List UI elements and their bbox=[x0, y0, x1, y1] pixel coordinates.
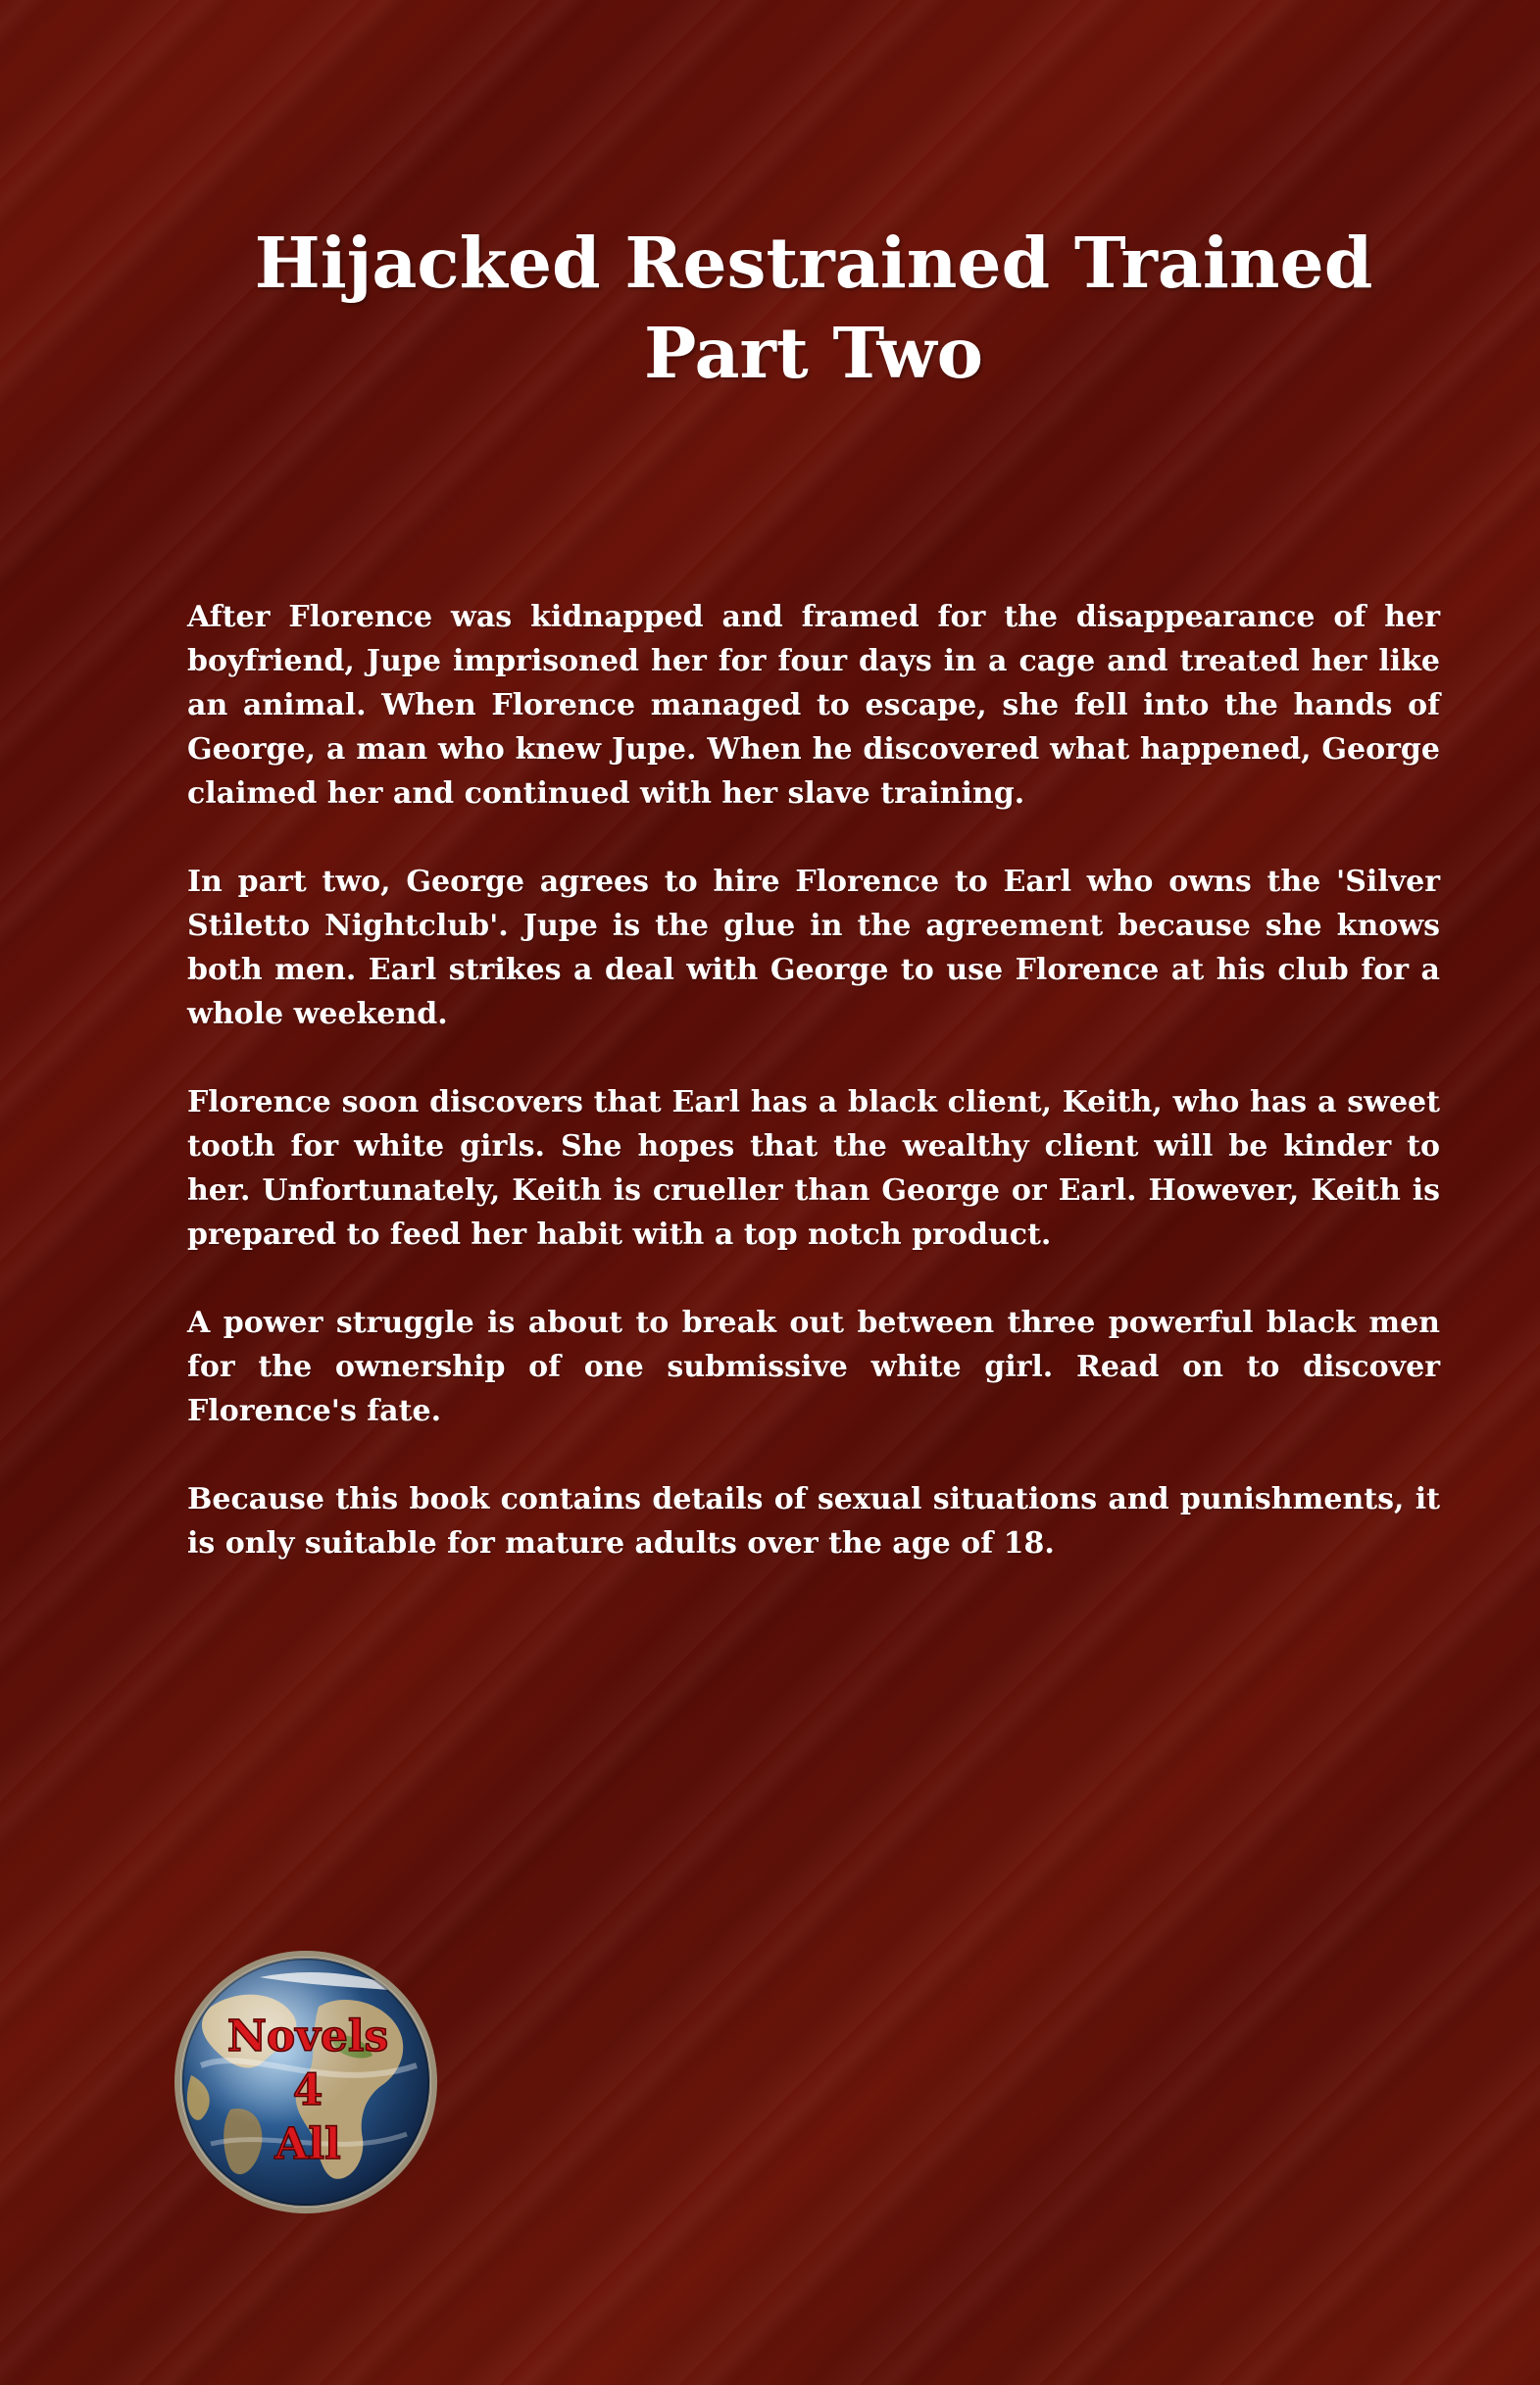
blurb-paragraph-5: Because this book contains details of sexual situations and punishments, it is only suitable for mature adults over the age of 18. bbox=[187, 1482, 1440, 1561]
logo-text-line-3: All bbox=[274, 2119, 341, 2169]
logo-text-line-2: 4 bbox=[292, 2065, 323, 2115]
book-title bbox=[157, 218, 1470, 398]
globe-icon bbox=[172, 1948, 440, 2216]
title-line-1: Hijacked Restrained Trained bbox=[254, 222, 1373, 304]
logo-text-line-1: Novels bbox=[226, 2012, 389, 2062]
title-line-2: Part Two bbox=[644, 312, 983, 394]
blurb-paragraph-2: In part two, George agrees to hire Florence to Earl who owns the 'Silver Stiletto Nightclub'. Jupe is the glue in the agreement because she knows both men. Earl strikes a deal with George to use Florence at his club for a whole weekend. bbox=[187, 865, 1440, 1031]
publisher-logo bbox=[172, 1948, 440, 2216]
book-description bbox=[187, 595, 1440, 1610]
blurb-paragraph-4: A power struggle is about to break out between three powerful black men for the ownership of one submissive white girl. Read on to discover Florence's fate. bbox=[187, 1306, 1440, 1428]
blurb-paragraph-1: After Florence was kidnapped and framed for the disappearance of her boyfriend, Jupe imprisoned her for four days in a cage and treated her like an animal. When Florence managed to escape, she fell into the hands of George, a man who knew Jupe. When he discovered what happened, George claimed her and continued with her slave training. bbox=[187, 600, 1440, 811]
blurb-paragraph-3: Florence soon discovers that Earl has a black client, Keith, who has a sweet tooth for white girls. She hopes that the wealthy client will be kinder to her. Unfortunately, Keith is crueller than George or Earl. However, Keith is prepared to feed her habit with a top notch product. bbox=[187, 1085, 1440, 1252]
